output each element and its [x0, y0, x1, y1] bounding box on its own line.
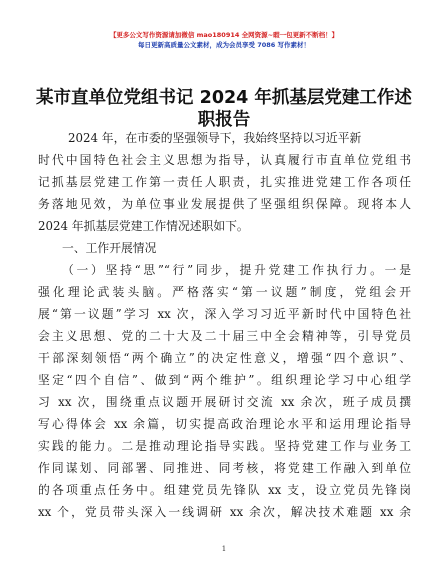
body-line: 务落地见效，为单位事业发展提供了坚强组织保障。现将本人 — [38, 197, 411, 211]
body-line: 强化理论武装头脑。严格落实“第一议题”制度，党组会开 — [38, 285, 411, 299]
body-line: 实践的能力。二是推动理论指导实践。坚持党建工作与业务工 — [38, 439, 411, 453]
body-line: 的各项重点任务中。组建党员先锋队 xx 支，设立党员先锋岗 — [38, 483, 411, 497]
body-line: 干部深刻领悟“两个确立”的决定性意义，增强“四个意识”、 — [38, 351, 411, 365]
promo-notice-red: 【更多公文写作资源请加微信 mao180914 全网资源~暇一包更新不断档！】 — [109, 31, 339, 39]
document-title-line-2: 职报告 — [197, 110, 251, 130]
body-line: 坚定“四个自信”、做到“两个维护”。组织理论学习中心组学 — [38, 373, 411, 387]
body-line: 展“第一议题”学习 xx 次，深入学习习近平新时代中国特色社 — [38, 307, 411, 321]
document-title-line-1: 某市直单位党组书记 2024 年抓基层党建工作述 — [36, 88, 412, 108]
body-line: 习 xx 次，围绕重点议题开展研讨交流 xx 余次，班子成员撰 — [38, 395, 411, 409]
page-number: 1 — [221, 545, 227, 553]
section-heading: 一、工作开展情况 — [62, 241, 157, 255]
body-line: （一）坚持“思”“行”同步，提升党建工作执行力。一是 — [62, 263, 411, 277]
body-line: 时代中国特色社会主义思想为指导，认真履行市直单位党组书 — [38, 153, 411, 167]
body-line: 2024 年抓基层党建工作情况述职如下。 — [38, 219, 249, 233]
body-line: 记抓基层党建工作第一责任人职责，扎实推进党建工作各项任 — [38, 175, 411, 189]
body-line: 作同谋划、同部署、同推进、同考核，将党建工作融入到单位 — [38, 461, 411, 475]
body-line: 写心得体会 xx 余篇，切实提高政治理论水平和运用理论指导 — [38, 417, 411, 431]
body-line: 2024 年，在市委的坚强领导下，我始终坚持以习近平新 — [68, 131, 362, 145]
body-line: xx 个，党员带头深入一线调研 xx 余次，解决技术难题 xx 余 — [38, 505, 411, 519]
promo-notice-blue: 每日更新高质量公文素材，成为会员享受 7086 写作素材！ — [137, 41, 311, 49]
body-line: 会主义思想、党的二十大及二十届三中全会精神等，引导党员 — [38, 329, 411, 343]
